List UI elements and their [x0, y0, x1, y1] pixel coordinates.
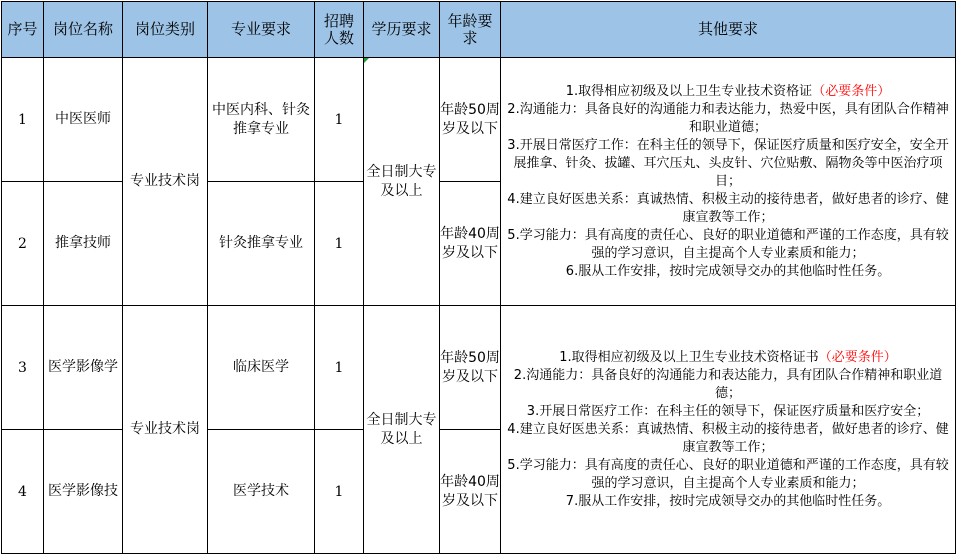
header-age: 年龄要 求 [440, 2, 501, 58]
header-job-title: 岗位名称 [44, 2, 123, 58]
row-education [364, 58, 440, 306]
row-job-category: 专业技术岗 [123, 306, 208, 554]
row-serial: 4 [2, 430, 44, 554]
requirement-item: 6.服从工作安排，按时完成领导交办的其他临时性任务。 [565, 263, 891, 279]
row-serial: 2 [2, 182, 44, 306]
row-major: 针灸推拿专业 [208, 182, 315, 306]
header-count: 招聘 人数 [315, 2, 364, 58]
row-count: 1 [315, 58, 364, 182]
requirement-item: 2.沟通能力：具备良好的沟通能力和表达能力，具有团队合作精神和职业道德； [513, 367, 943, 401]
row-serial: 3 [2, 306, 44, 430]
row-job-title: 医学影像学 [44, 306, 123, 430]
row-major: 医学技术 [208, 430, 315, 554]
cell-marker [364, 58, 369, 63]
required-condition: （必要条件） [812, 83, 891, 99]
table-row [2, 306, 956, 430]
requirement-item: 2.沟通能力：具备良好的沟通能力和表达能力，热爱中医，具有团队合作精神和职业道德； [507, 101, 949, 135]
row-job-title: 中医医师 [44, 58, 123, 182]
education-text: 全日制大专及以上 [366, 163, 437, 199]
row-job-title: 医学影像技 [44, 430, 123, 554]
row-count: 1 [315, 430, 364, 554]
other-requirements [501, 58, 956, 306]
row-education: 全日制大专及以上 [364, 306, 440, 554]
requirement-item: 4.建立良好医患关系：真诚热情、积极主动的接待患者，做好患者的诊疗、健康宣教等工作； [507, 421, 949, 455]
requirement-item: 5.学习能力：具有高度的责任心、良好的职业道德和严谨的工作态度，具有较强的学习意识，自主提高个人专业素质和能力； [507, 457, 949, 491]
row-major: 中医内科、针灸推拿专业 [208, 58, 315, 182]
header-major: 专业要求 [208, 2, 315, 58]
requirement-item: 7.服从工作安排，按时完成领导交办的其他临时性任务。 [565, 493, 891, 509]
row-age: 年龄50周岁及以下 [440, 306, 501, 430]
requirement-item: 1.取得相应初级及以上卫生专业技术资格证（必要条件） [565, 83, 891, 99]
row-count: 1 [315, 306, 364, 430]
row-age: 年龄40周岁及以下 [440, 430, 501, 554]
required-condition: （必要条件） [818, 349, 897, 365]
header-other: 其他要求 [501, 2, 956, 58]
row-count: 1 [315, 182, 364, 306]
requirement-item: 4.建立良好医患关系：真诚热情、积极主动的接待患者，做好患者的诊疗、健康宣教等工作； [507, 191, 949, 225]
header-education: 学历要求 [364, 2, 440, 58]
row-serial: 1 [2, 58, 44, 182]
requirement-item: 3.开展日常医疗工作：在科主任的领导下，保证医疗质量和医疗安全； [526, 403, 930, 419]
header-job-category: 岗位类别 [123, 2, 208, 58]
requirement-item: 5.学习能力：具有高度的责任心、良好的职业道德和严谨的工作态度，具有较强的学习意识，自主提高个人专业素质和能力； [507, 227, 949, 261]
requirement-item: 3.开展日常医疗工作：在科主任的领导下，保证医疗质量和医疗安全，安全开展推拿、针灸、拔罐、耳穴压丸、头皮针、穴位贴敷、隔物灸等中医治疗项目； [507, 137, 949, 189]
row-job-category: 专业技术岗 [123, 58, 208, 306]
header-row [2, 2, 956, 58]
row-age: 年龄40周岁及以下 [440, 182, 501, 306]
requirement-item: 1.取得相应初级及以上卫生专业技术资格证书（必要条件） [559, 349, 897, 365]
row-job-title: 推拿技师 [44, 182, 123, 306]
other-requirements [501, 306, 956, 554]
recruitment-table [1, 1, 956, 554]
table-row [2, 58, 956, 182]
row-age: 年龄50周岁及以下 [440, 58, 501, 182]
header-serial: 序号 [2, 2, 44, 58]
row-major: 临床医学 [208, 306, 315, 430]
